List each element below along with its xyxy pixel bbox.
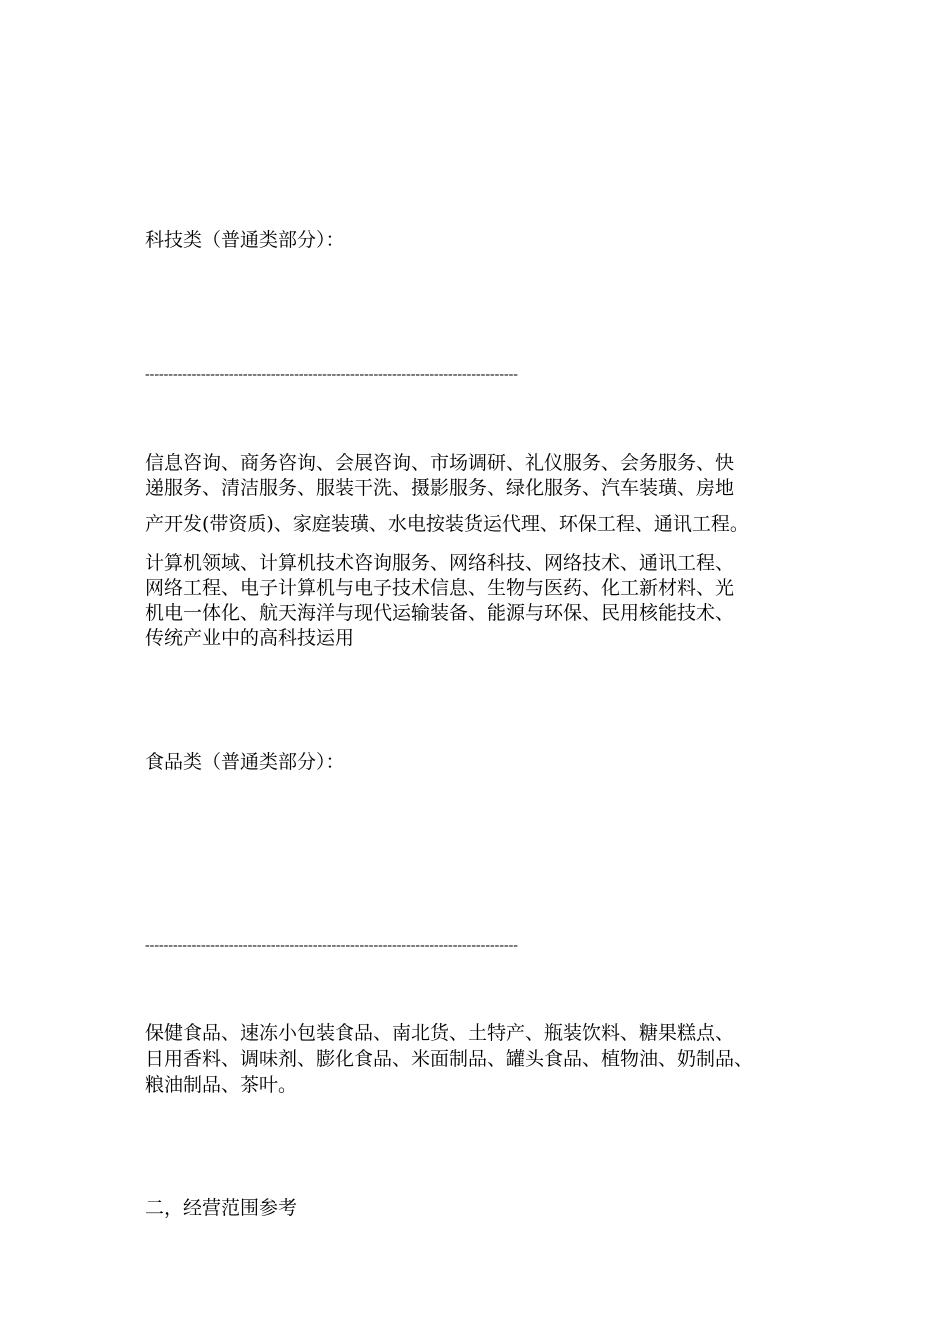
text-line: 粮油制品、茶叶。	[145, 1074, 298, 1096]
text-line: 产开发(带资质)、家庭装璜、水电按装货运代理、环保工程、通讯工程。	[145, 513, 749, 535]
food-heading: 食品类（普通类部分）：	[145, 751, 345, 773]
text-line: 日用香料、调味剂、膨化食品、米面制品、罐头食品、植物油、奶制品、	[145, 1048, 754, 1070]
text-line: 计算机领域、计算机技术咨询服务、网络科技、网络技术、通讯工程、	[145, 552, 735, 574]
text-line: 传统产业中的高科技运用	[145, 627, 355, 649]
tech-divider: --------------------------------------------------------------------------------	[145, 367, 518, 382]
text-line: 递服务、清洁服务、服装干洗、摄影服务、绿化服务、汽车装璜、房地	[145, 477, 735, 499]
text-line: 信息咨询、商务咨询、会展咨询、市场调研、礼仪服务、会务服务、快	[145, 452, 735, 474]
section-two-heading: 二，经营范围参考	[145, 1197, 298, 1219]
food-divider: --------------------------------------------------------------------------------	[145, 938, 518, 953]
tech-heading: 科技类（普通类部分）：	[145, 229, 345, 251]
text-line: 保健食品、速冻小包装食品、南北货、土特产、瓶装饮料、糖果糕点、	[145, 1022, 735, 1044]
text-line: 网络工程、电子计算机与电子技术信息、生物与医药、化工新材料、光	[145, 577, 735, 599]
text-line: 机电一体化、航天海洋与现代运输装备、能源与环保、民用核能技术、	[145, 602, 735, 624]
